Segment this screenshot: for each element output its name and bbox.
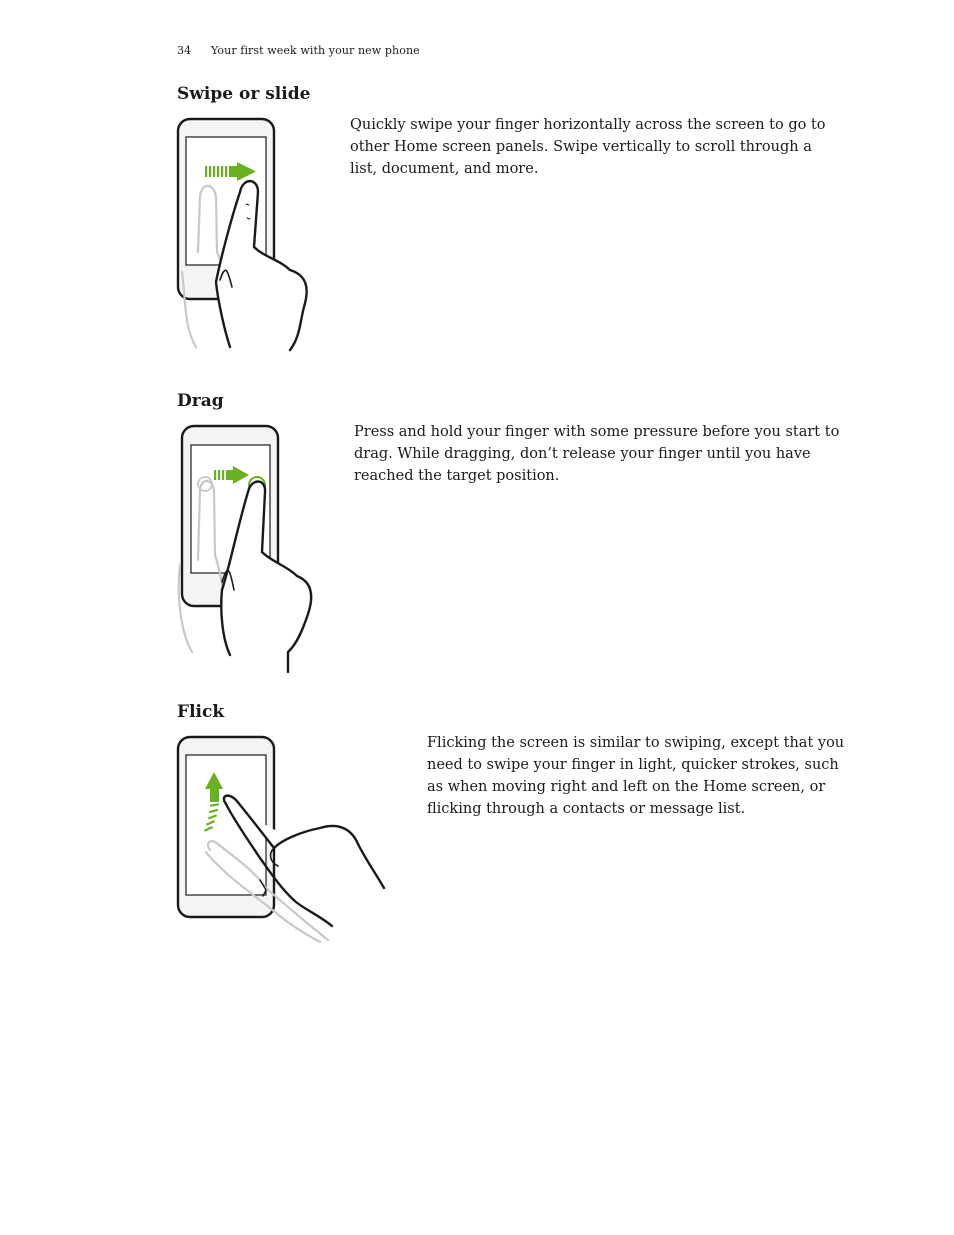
swipe-gesture-icon <box>170 112 320 357</box>
swipe-heading: Swipe or slide <box>177 84 311 104</box>
swipe-description: Quickly swipe your finger horizontally across the screen to go to other Home screen panels. Swipe vertically to scroll through a list, document, and more. <box>350 117 826 177</box>
drag-illustration <box>172 420 322 680</box>
swipe-illustration <box>170 112 320 357</box>
drag-heading: Drag <box>177 391 224 411</box>
flick-gesture-icon <box>170 730 395 950</box>
flick-heading: Flick <box>177 702 225 722</box>
flick-description: Flicking the screen is similar to swiping, except that you need to swipe your finger in light, quicker strokes, such as when moving right and left on the Home screen, or flicking through a contacts or message list. <box>427 735 845 817</box>
drag-gesture-icon <box>172 420 322 680</box>
drag-description: Press and hold your finger with some pressure before you start to drag. While dragging, don’t release your finger until you have reached the target position. <box>354 424 840 484</box>
page-number: 34 <box>177 44 192 57</box>
flick-illustration <box>170 730 395 950</box>
chapter-title: Your first week with your new phone <box>211 44 420 57</box>
page-header <box>177 44 420 57</box>
